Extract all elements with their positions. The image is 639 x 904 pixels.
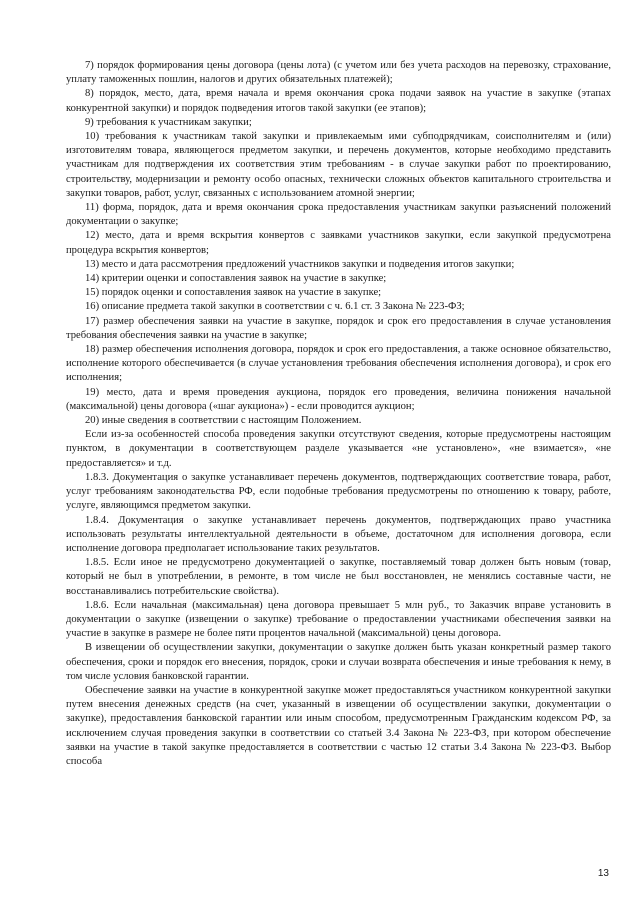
paragraph: 7) порядок формирования цены договора (цены лота) (с учетом или без учета расходов на перевозку, страхование, уплату таможенных пошлин, налогов и других обязательных платежей); — [66, 60, 611, 86]
paragraph: 13) место и дата рассмотрения предложений участников закупки и подведения итогов закупки; — [85, 258, 515, 270]
paragraph: 17) размер обеспечения заявки на участие в закупке, порядок и срок его предоставления в случае установления требования обеспечения заявки на участие в закупке; — [66, 315, 611, 341]
paragraph: 16) описание предмета такой закупки в соответствии с ч. 6.1 ст. 3 Закона № 223-ФЗ; — [85, 301, 465, 313]
paragraph: 20) иные сведения в соответствии с настоящим Положением. — [85, 415, 362, 427]
page-number: 13 — [597, 868, 609, 879]
paragraph: 11) форма, порядок, дата и время окончания срока предоставления участникам закупки разъяснений положений документации о закупке; — [66, 202, 611, 228]
paragraph: В извещении об осуществлении закупки, документации о закупке должен быть указан конкретный размер такого обеспечения, сроки и порядок его внесения, порядок, сроки и случаи возврата обеспечения и иные требования к нему, в том числе условия банковской гарантии. — [66, 642, 611, 682]
paragraph: 1.8.3. Документация о закупке устанавливает перечень документов, подтверждающих соответствие товара, работ, услуг требованиям законодательства РФ, если подобные требования предусмотрены по отношению к товару, работе, услуге, являющимся предметом закупки. — [66, 471, 611, 512]
paragraph: 19) место, дата и время проведения аукциона, порядок его проведения, величина понижения начальной (максимальной) цены договора («шаг аукциона») - если проводится аукцион; — [66, 386, 611, 412]
paragraph: 1.8.4. Документация о закупке устанавливает перечень документов, подтверждающих право участника использовать результаты интеллектуальной деятельности в объеме, достаточном для исполнения договора, если исполнение договора предполагает использование таких результатов. — [66, 514, 611, 554]
paragraph: 1.8.6. Если начальная (максимальная) цена договора превышает 5 млн руб., то Заказчик вправе установить в документации о закупке (извещении о закупке) требование о предоставлении участниками обеспечения заявки на участие в закупке в размере не более пяти процентов начальной (максимальной) цены договора. — [66, 599, 611, 640]
paragraph: 9) требования к участникам закупки; — [85, 116, 252, 128]
paragraph: 1.8.5. Если иное не предусмотрено документацией о закупке, поставляемый товар должен быть новым (товар, который не был в употреблении, в ремонте, в том числе не был восстановлен, не менялись составные части, не восстанавливались потребительские свойства). — [66, 557, 611, 597]
paragraph: 15) порядок оценки и сопоставления заявок на участие в закупке; — [85, 287, 382, 299]
paragraph: Если из-за особенностей способа проведения закупки отсутствуют сведения, которые предусмотрены настоящим пунктом, в документации в соответствующем разделе указывается «не установлено», «не взимается», «не предоставляется» и т.д. — [66, 429, 611, 469]
paragraph: 10) требования к участникам такой закупки и привлекаемым ими субподрядчикам, соисполнителям и (или) изготовителям товара, являющегося предметом закупки, и перечень документов, которые необходимо представить участникам для подтверждения их соответствия этим требованиям - в случае закупки работ по проектированию, строительству, модернизации и ремонту особо опасных, технически сложных объектов капитального строительства и закупки товаров, работ, услуг, связанных с использованием атомной энергии; — [66, 131, 611, 199]
paragraph: 14) критерии оценки и сопоставления заявок на участие в закупке; — [85, 273, 387, 285]
paragraph: 8) порядок, место, дата, время начала и время окончания срока подачи заявок на участие в закупке (этапах конкурентной закупки) и порядок подведения итогов такой закупки (ее этапов); — [66, 88, 611, 114]
document-body — [66, 59, 611, 769]
paragraph: 18) размер обеспечения исполнения договора, порядок и срок его предоставления, а также основное обязательство, исполнение которого обеспечивается (в случае установления требования обеспечения исполнения договора), и срок его исполнения; — [66, 344, 611, 384]
paragraph: Обеспечение заявки на участие в конкурентной закупке может предоставляться участником конкурентной закупки путем внесения денежных средств (на счет, указанный в извещении об осуществлении закупки, документации о закупке), предоставления банковской гарантии или иным способом, предусмотренным Гражданским кодексом РФ, за исключением случая проведения закупки в соответствии со статьей 3.4 Закона № 223-ФЗ, при котором обеспечение заявки на участие в такой закупке предоставляется в соответствии с частью 12 статьи 3.4 Закона № 223-ФЗ. Выбор способа — [66, 684, 611, 767]
paragraph: 12) место, дата и время вскрытия конвертов с заявками участников закупки, если закупкой предусмотрена процедура вскрытия конвертов; — [66, 230, 611, 256]
